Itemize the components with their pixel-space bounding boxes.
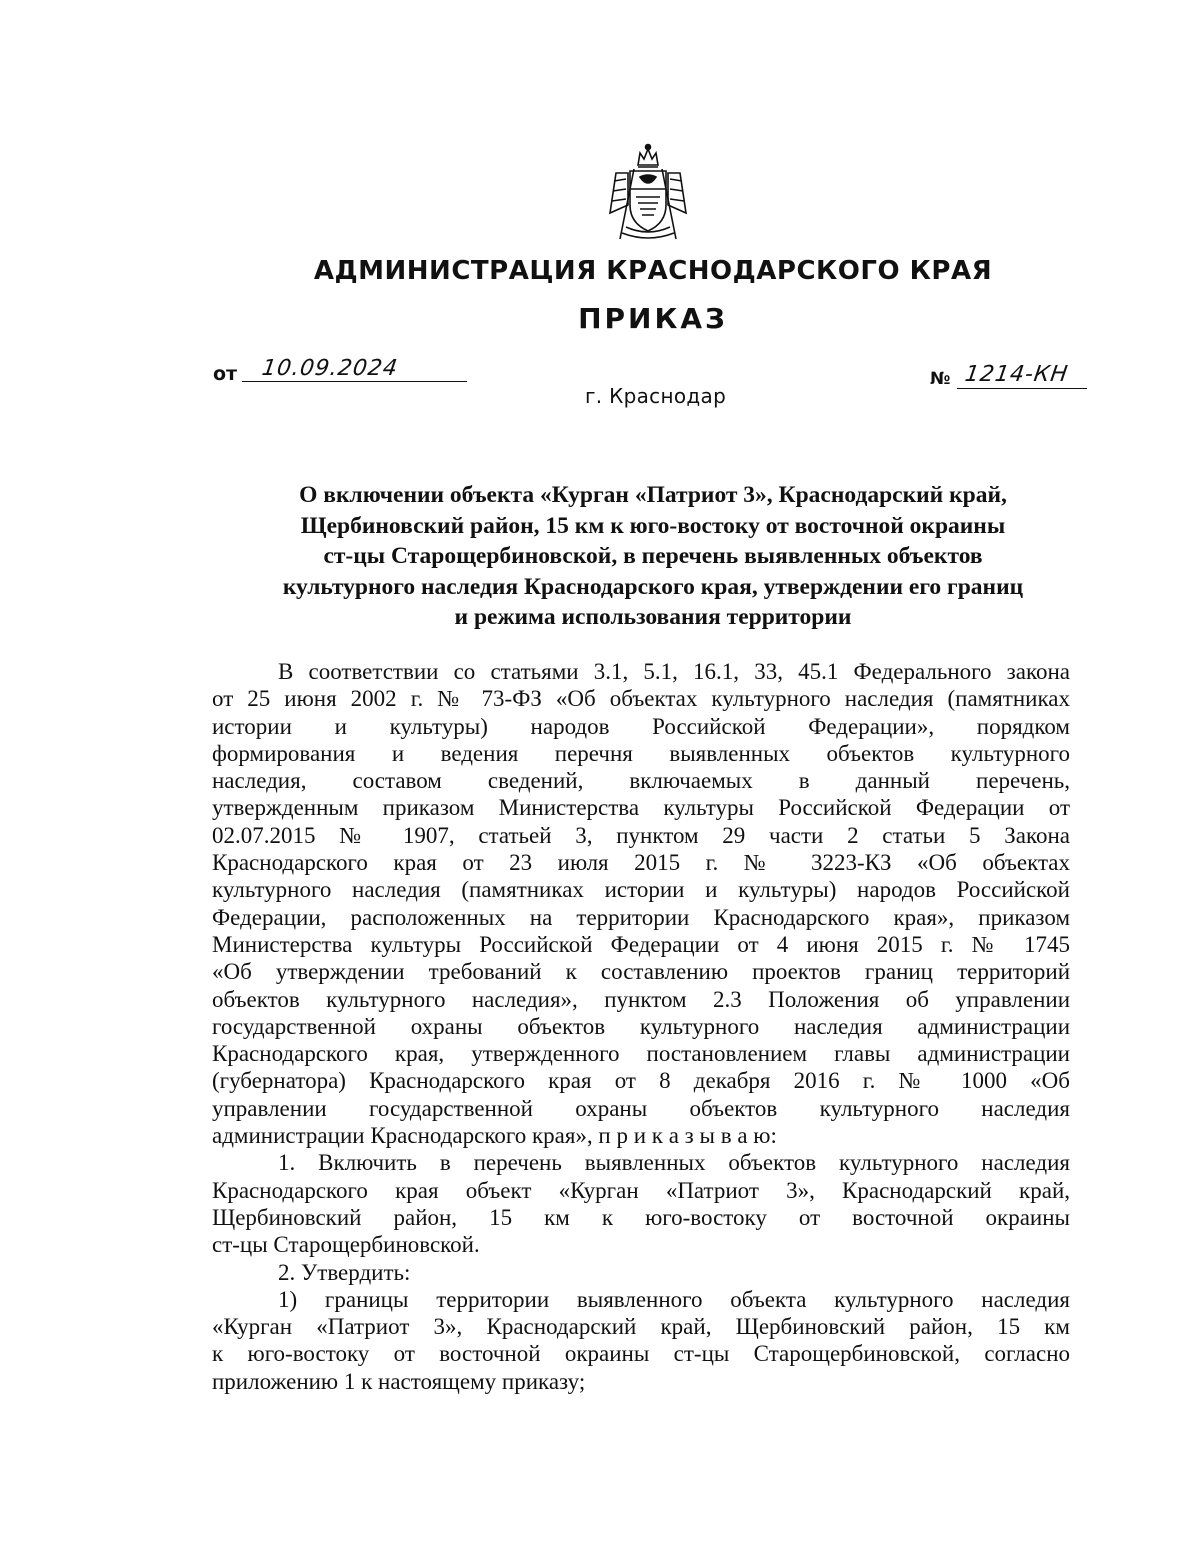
title-line: культурного наследия Краснодарского края, утверждении его границ (282, 573, 1024, 600)
date-underline (242, 381, 467, 382)
body-line: государственной охраны объектов культурного наследия администрации (212, 1013, 1070, 1039)
body-line: Краснодарского края, утвержденного постановлением главы администрации (212, 1041, 1070, 1067)
body-line: объектов культурного наследия», пунктом 2.3 Положения об управлении (212, 986, 1070, 1012)
title-line: Щербиновский район, 15 км к юго-востоку от восточной окраины (300, 512, 1006, 539)
number-underline (957, 388, 1087, 389)
body-line: управлении государственной охраны объектов культурного наследия (212, 1095, 1070, 1121)
body-line: администрации Краснодарского края», п р и к а з ы в а ю: (212, 1123, 777, 1149)
body-line: от 25 июня 2002 г. № 73-ФЗ «Об объектах культурного наследия (памятниках (212, 686, 1070, 712)
number-value: 1214-КН (963, 362, 1070, 387)
body-line: «Курган «Патриот 3», Краснодарский край, Щербиновский район, 15 км (212, 1314, 1070, 1340)
body-line: Федерации, расположенных на территории Краснодарского края», приказом (212, 904, 1070, 930)
body-line: Министерства культуры Российской Федерации от 4 июня 2015 г. № 1745 (212, 931, 1070, 957)
body-line: Краснодарского края от 23 июля 2015 г. № 3223-КЗ «Об объектах (212, 850, 1070, 876)
coat-of-arms-icon (606, 143, 690, 245)
city: г. Краснодар (585, 384, 727, 408)
body-line: наследия, составом сведений, включаемых в данный перечень, (212, 768, 1070, 794)
document-type: ПРИКАЗ (578, 302, 728, 335)
title-line: ст-цы Старощербиновской, в перечень выявленных объектов (323, 543, 983, 569)
body-line: формирования и ведения перечня выявленных объектов культурного (212, 740, 1070, 766)
number-label: № (930, 369, 951, 389)
body-line: приложению 1 к настоящему приказу; (212, 1368, 586, 1394)
body-line: культурного наследия (памятниках истории и культуры) народов Российской (212, 877, 1070, 903)
body-line: утвержденным приказом Министерства культуры Российской Федерации от (212, 795, 1070, 821)
body-line: Краснодарского края объект «Курган «Патриот 3», Краснодарский край, (212, 1177, 1070, 1203)
body-line: к юго-востоку от восточной окраины ст-цы Старощербиновской, согласно (212, 1341, 1070, 1367)
body-line: ст-цы Старощербиновской. (212, 1232, 480, 1258)
document-title (213, 480, 1093, 633)
body-line: истории и культуры) народов Российской Федерации», порядком (212, 713, 1070, 739)
title-line: О включении объекта «Курган «Патриот 3», Краснодарский край, (299, 482, 1007, 508)
body-line: «Об утверждении требований к составлению проектов границ территорий (212, 959, 1070, 985)
body-line: (губернатора) Краснодарского края от 8 декабря 2016 г. № 1000 «Об (212, 1068, 1070, 1094)
body-line: Щербиновский район, 15 км к юго-востоку от восточной окраины (212, 1204, 1070, 1230)
body-line: 1. Включить в перечень выявленных объектов культурного наследия (278, 1150, 1070, 1176)
body-line: В соответствии со статьями 3.1, 5.1, 16.1, 33, 45.1 Федерального закона (278, 659, 1070, 684)
body-line: 02.07.2015 № 1907, статьей 3, пунктом 29 части 2 статьи 5 Закона (212, 822, 1070, 848)
title-line: и режима использования территории (454, 604, 852, 630)
organization-name: АДМИНИСТРАЦИЯ КРАСНОДАРСКОГО КРАЯ (313, 256, 993, 286)
document-body (212, 658, 1070, 1395)
date-label: от (213, 363, 238, 385)
body-line: 2. Утвердить: (278, 1259, 411, 1285)
date-value: 10.09.2024 (260, 356, 400, 381)
body-line: 1) границы территории выявленного объекта культурного наследия (278, 1286, 1070, 1312)
